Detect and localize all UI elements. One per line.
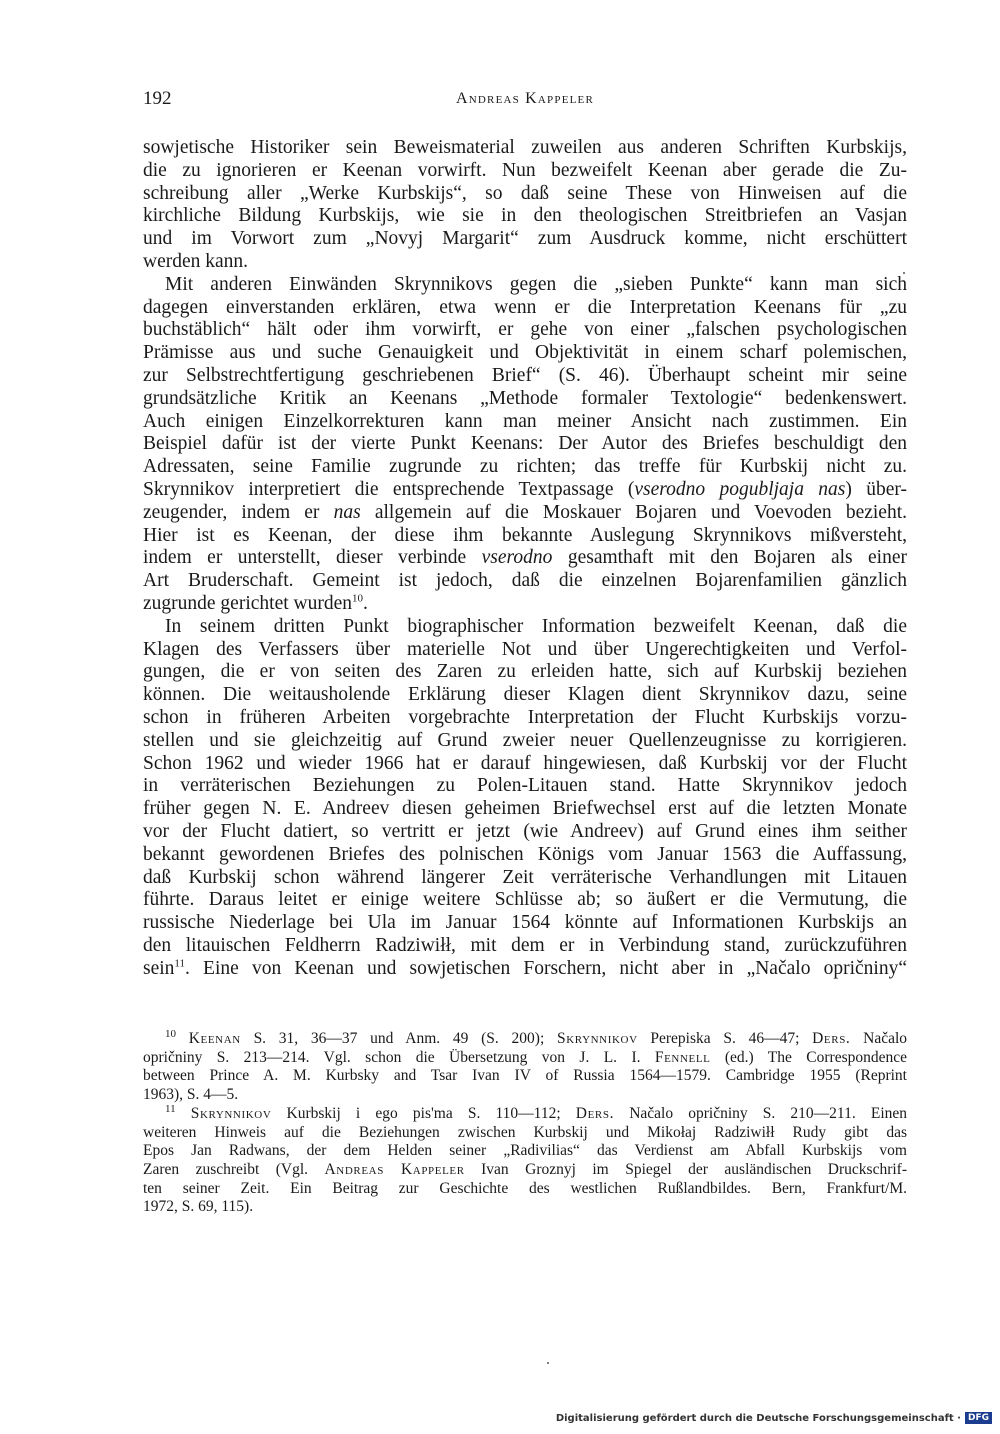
text-line: den litauischen Feldherrn Radziwiłł, mit dem er in Verbindung stand, zurückzuführen: [143, 934, 907, 956]
footnote-line: [143, 1102, 908, 1124]
digitization-banner: [556, 1410, 992, 1426]
text-segment: Načalo: [850, 1030, 908, 1047]
text-line: die zu ignorieren er Keenan vorwirft. Nun bezweifelt Keenan aber gerade die Zu-: [143, 159, 907, 181]
footnote-mark: 11: [165, 1102, 176, 1115]
author-name: Ders.: [575, 1104, 615, 1122]
footnote-line: weiteren Hinweis auf die Beziehungen zwischen Kurbskij und Mikołaj Radziwiłł Rudy gibt das: [143, 1123, 907, 1141]
text-line: Prämisse aus und suche Genauigkeit und Objektivität in einem scharf polemischen,: [143, 342, 907, 364]
text-line: [143, 547, 907, 570]
text-segment: sein: [143, 957, 175, 979]
text-line: zur Selbstrechtfertigung geschriebenen Brief“ (S. 46). Überhaupt scheint mir seine: [143, 364, 907, 386]
text-line: Auch einigen Einzelkorrekturen kann man meiner Ansicht nach zustimmen. Ein: [143, 410, 907, 432]
text-line: schon in früheren Arbeiten vorgebrachte Interpretation der Flucht Kurbskijs vorzu-: [143, 706, 907, 728]
author-name: Ders.: [812, 1030, 851, 1047]
text-line: Hier ist es Keenan, der diese ihm bekannte Auslegung Skrynnikovs mißversteht,: [143, 524, 907, 546]
italic-term: vserodno pogubljaja nas: [634, 478, 846, 500]
footnote-line: Epos Jan Radwans, der dem Helden seiner „Radivilias“ das Verdienst am Abfall Kurbskijs vom: [143, 1142, 907, 1160]
text-line: buchstäblich“ hält oder ihm vorwirft, er gehe von einer „falschen psychologischen: [143, 319, 907, 341]
text-segment: (ed.) The Correspondence: [710, 1048, 907, 1066]
text-line: russische Niederlage bei Ula im Januar 1564 könnte auf Informationen Kurbskijs an: [143, 912, 907, 934]
text-segment: allgemein auf die Moskauer Bojaren und Voevoden bezieht.: [360, 501, 907, 523]
footnote-line: ten seiner Zeit. Ein Beitrag zur Geschichte des westlichen Rußlandbildes. Bern, Frankfurt/M.: [143, 1179, 907, 1197]
footnote-11: [143, 1102, 908, 1217]
scan-speck: [903, 272, 905, 274]
author-name: Andreas Kappeler: [324, 1160, 465, 1178]
text-segment: Skrynnikov interpretiert die entsprechende Textpassage (: [143, 478, 635, 500]
text-segment: Načalo opričniny S. 210—211. Einen: [614, 1104, 908, 1122]
text-line: führte. Daraus leitet er einige weitere Schlüsse ab; so äußert er die Vermutung, die: [143, 889, 907, 911]
text-line: Beispiel dafür ist der vierte Punkt Keenans: Der Autor des Briefes beschuldigt den: [143, 433, 907, 455]
footnote-ref[interactable]: 10: [352, 592, 363, 605]
text-line: stellen und sie gleichzeitig auf Grund zweier neuer Quellenzeugnisse zu korrigieren.: [143, 729, 907, 751]
scan-speck: [547, 1362, 549, 1364]
text-segment: Perepiska S. 46—47;: [637, 1030, 813, 1047]
text-line: vor der Flucht datiert, so vertritt er jetzt (wie Andreev) auf Grund eines ihm seither: [143, 820, 907, 842]
text-segment: Kurbskij i ego pis'ma S. 110—112;: [271, 1104, 576, 1122]
text-line: in verräterischen Beziehungen zu Polen-Litauen stand. Hatte Skrynnikov jedoch: [143, 775, 907, 797]
footnote-line: [143, 1049, 907, 1068]
text-line: [143, 502, 907, 525]
footnote-line: between Prince A. M. Kurbsky and Tsar Ivan IV of Russia 1564—1579. Cambridge 1955 (Reprint: [143, 1067, 907, 1085]
text-line: sowjetische Historiker sein Beweismaterial zuweilen aus anderen Schriften Kurbskijs,: [143, 137, 907, 158]
italic-term: vserodno: [481, 547, 553, 569]
text-line: gungen, die er von seiten des Zaren zu erleiden hatte, sich auf Kurbskij beziehen: [143, 661, 907, 683]
page-number: 192: [143, 88, 172, 109]
paragraph-1: [143, 137, 907, 274]
text-line: [143, 958, 907, 981]
text-segment: opričniny S. 213—214. Vgl. schon die Übersetzung von J. L. I.: [143, 1048, 655, 1066]
text-line: Klagen des Verfassers über materielle Not und über Ungerechtigkeiten und Verfol-: [143, 638, 907, 660]
text-line: In seinem dritten Punkt biographischer Information bezweifelt Keenan, daß die: [165, 615, 907, 637]
author-name: Fennell: [654, 1048, 711, 1066]
footnote-mark: 10: [165, 1027, 176, 1040]
text-line: [143, 479, 907, 502]
footnote-ref[interactable]: 11: [174, 957, 186, 970]
body-text: [143, 137, 907, 980]
paragraph-3: [143, 616, 907, 981]
text-segment: Zaren zuschreibt (Vgl.: [143, 1160, 325, 1178]
footnote-10: [143, 1027, 908, 1105]
text-line: dagegen einverstanden erklären, etwa wenn er die Interpretation Keenans für „zu: [143, 296, 907, 318]
italic-term: nas: [333, 501, 361, 523]
footnotes: [143, 1027, 908, 1217]
text-line: schreibung aller „Werke Kurbskijs“, so daß seine These von Hinweisen auf die: [143, 182, 907, 204]
text-line: Art Bruderschaft. Gemeint ist jedoch, daß die einzelnen Bojarenfamilien gänzlich: [143, 570, 907, 592]
author-name: Skrynnikov: [190, 1104, 272, 1122]
text-segment: S. 31, 36—37 und Anm. 49 (S. 200);: [240, 1030, 557, 1047]
text-segment: . Eine von Keenan und sowjetischen Forschern, nicht aber in „Načalo opričniny“: [185, 957, 907, 979]
text-line: grundsätzliche Kritik an Keenans „Methode formaler Textologie“ bedenkenswert.: [143, 387, 907, 409]
text-line: Schon 1962 und wieder 1966 hat er darauf hingewiesen, daß Kurbskij vor der Flucht: [143, 752, 907, 774]
text-line: bekannt gewordenen Briefes des polnischen Königs vom Januar 1563 die Auffassung,: [143, 843, 907, 865]
text-line: früher gegen N. E. Andreev diesen geheimen Briefwechsel erst auf die letzten Monate: [143, 798, 907, 820]
text-line: Mit anderen Einwänden Skrynnikovs gegen die „sieben Punkte“ kann man sich: [165, 273, 907, 295]
text-segment: zeugender, indem er: [143, 501, 334, 523]
footnote-line: [143, 1161, 907, 1180]
text-line: daß Kurbskij schon während längerer Zeit verräterische Verhandlungen mit Litauen: [143, 866, 907, 888]
paragraph-2: [143, 274, 907, 616]
author-name: Skrynnikov: [557, 1030, 638, 1047]
text-segment: .: [363, 592, 368, 614]
text-line: und im Vorwort zum „Novyj Margarit“ zum Ausdruck komme, nicht erschüttert: [143, 228, 907, 250]
text-segment: gesamthaft mit den Bojaren als einer: [552, 547, 907, 569]
text-line: [143, 593, 907, 616]
page-header: [143, 88, 907, 118]
running-head: Andreas Kappeler: [456, 90, 594, 107]
dfg-logo: DFG: [965, 1412, 992, 1424]
footnote-line: [143, 1027, 908, 1049]
text-segment: ) über-: [845, 478, 908, 500]
text-line: Adressaten, seine Familie zugrunde zu richten; das treffe für Kurbskij nicht zu.: [143, 456, 907, 478]
text-segment: indem er unterstellt, dieser verbinde: [143, 547, 482, 569]
text-segment: Ivan Groznyj im Spiegel der ausländischen Druckschrif-: [464, 1160, 907, 1178]
digitization-text: Digitalisierung gefördert durch die Deutsche Forschungsgemeinschaft ·: [555, 1412, 961, 1424]
footnote-line: 1963), S. 4—5.: [143, 1086, 239, 1104]
text-line: werden kann.: [143, 250, 249, 272]
author-name: Keenan: [188, 1030, 241, 1047]
text-line: können. Die weitausholende Erklärung dieser Klagen dient Skrynnikov dazu, seine: [143, 684, 907, 706]
footnote-line: 1972, S. 69, 115).: [143, 1198, 254, 1216]
text-line: kirchliche Bildung Kurbskijs, wie sie in den theologischen Streitbriefen an Vasjan: [143, 205, 907, 227]
text-segment: zugrunde gerichtet wurden: [143, 592, 352, 614]
